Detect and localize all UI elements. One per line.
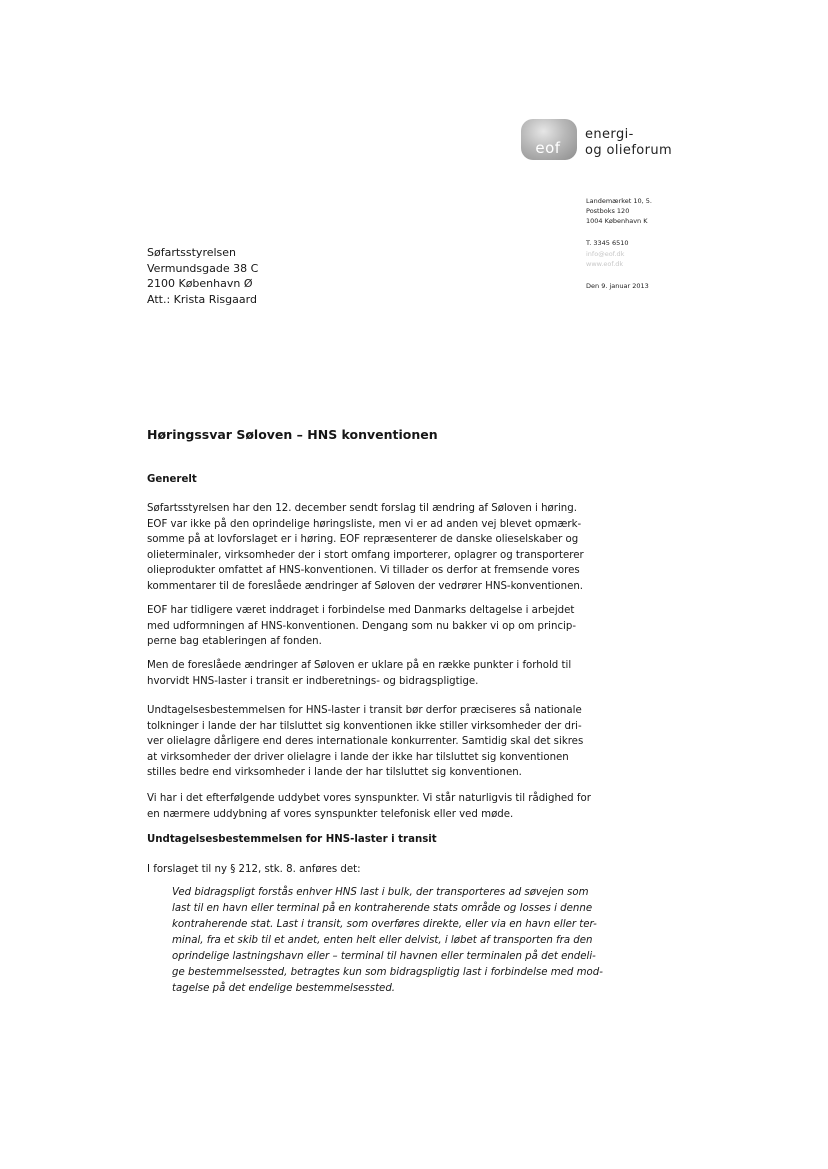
quote-line: oprindelige lastningshavn eller – terminal til havnen eller terminalen på det endeli- [172, 951, 596, 962]
paragraph-line: stilles bedre end virksomheder i lande der har tilsluttet sig konventionen. [147, 767, 522, 778]
sender-address-line-2: Postboks 120 [586, 207, 630, 215]
paragraph-5 [147, 791, 591, 822]
section-intro [147, 862, 361, 878]
paragraph-line: somme på at lovforslaget er i høring. EOF repræsenterer de danske olieselskaber og [147, 534, 579, 545]
sender-website: www.eof.dk [586, 260, 624, 268]
recipient-line: Att.: Krista Risgaard [147, 292, 257, 306]
section-heading-generelt: Generelt [147, 474, 197, 485]
section-heading-transit: Undtagelsesbestemmelsen for HNS-laster i transit [147, 834, 437, 845]
paragraph-line: kommentarer til de foreslåede ændringer af Søloven der vedrører HNS-konventionen. [147, 580, 584, 592]
paragraph-line: EOF har tidligere været inddraget i forbindelse med Danmarks deltagelse i arbejdet [147, 605, 575, 616]
paragraph-line: Søfartsstyrelsen har den 12. december sendt forslag til ændring af Søloven i høring. [147, 503, 577, 514]
paragraph-1 [147, 501, 584, 594]
sender-address-line-3: 1004 København K [586, 217, 648, 225]
quote-line: last til en havn eller terminal på en kontraherende stats område og losses i denne [172, 903, 593, 914]
paragraph-line: at virksomheder der driver olielagre i lande der ikke har tilsluttet sig konventionen [147, 751, 569, 763]
paragraph-line: perne bag etableringen af fonden. [147, 636, 322, 647]
paragraph-line: med udformningen af HNS-konventionen. Dengang som nu bakker vi op om princip- [147, 620, 577, 632]
paragraph-line: olieprodukter omfattet af HNS-konventionen. Vi tillader os derfor at fremsende vores [147, 565, 580, 576]
paragraph-2 [147, 603, 576, 650]
paragraph-line: ver olielagre dårligere end deres internationale konkurrenter. Samtidig skal det sikres [147, 736, 584, 747]
quote-line: ge bestemmelsessted, betragtes kun som bidragspligtig last i forbindelse med mod- [172, 967, 603, 978]
quote-line: minal, fra et skib til et andet, enten helt eller delvist, i løbet af transporten fra den [172, 935, 593, 946]
recipient-line: 2100 København Ø [147, 277, 253, 291]
quote-line: Ved bidragspligt forstås enhver HNS last i bulk, der transporteres ad søvejen som [172, 887, 589, 898]
paragraph-line: Men de foreslåede ændringer af Søloven er uklare på en række punkter i forhold til [147, 660, 572, 671]
paragraph-line: EOF var ikke på den oprindelige høringsliste, men vi er ad anden vej blevet opmærk- [147, 518, 582, 530]
paragraph-line: en nærmere uddybning af vores synspunkter telefonisk eller ved møde. [147, 808, 514, 820]
paragraph-line: hvorvidt HNS-laster i transit er indberetnings- og bidragspligtige. [147, 675, 479, 687]
sender-email: info@eof.dk [586, 250, 625, 258]
quote-line: tagelse på det endelige bestemmelsessted. [172, 983, 396, 994]
paragraph-line: tolkninger i lande der har tilsluttet sig konventionen ikke stiller virksomheder der dri- [147, 720, 582, 732]
paragraph-line: Undtagelsesbestemmelsen for HNS-laster i transit bør derfor præciseres så nationale [147, 705, 582, 716]
document-title: Høringssvar Søloven – HNS konventionen [147, 427, 438, 442]
paragraph-3 [147, 658, 571, 689]
logo-name-line-1: energi- [585, 127, 634, 142]
eof-logo-text: eof [535, 139, 561, 157]
quote-line: kontraherende stat. Last i transit, som overføres direkte, eller via en havn eller ter- [172, 919, 597, 930]
recipient-address [147, 245, 258, 307]
paragraph-line: Vi har i det efterfølgende uddybet vores synspunkter. Vi står naturligvis til rådighed for [147, 793, 591, 804]
sender-address-line-1: Landemærket 10, 5. [586, 197, 652, 205]
logo-name-line-2: og olieforum [585, 143, 673, 158]
paragraph-4 [147, 703, 583, 781]
paragraph-line: olieterminaler, virksomheder der i stort omfang importerer, oplagrer og transporterer [147, 549, 584, 561]
legal-quote [172, 885, 603, 997]
recipient-line: Vermundsgade 38 C [147, 261, 259, 275]
paragraph-line: I forslaget til ny § 212, stk. 8. anføres det: [147, 864, 361, 875]
sender-phone: T. 3345 6510 [586, 239, 629, 247]
letter-date: Den 9. januar 2013 [586, 282, 649, 290]
recipient-line: Søfartsstyrelsen [147, 246, 237, 259]
